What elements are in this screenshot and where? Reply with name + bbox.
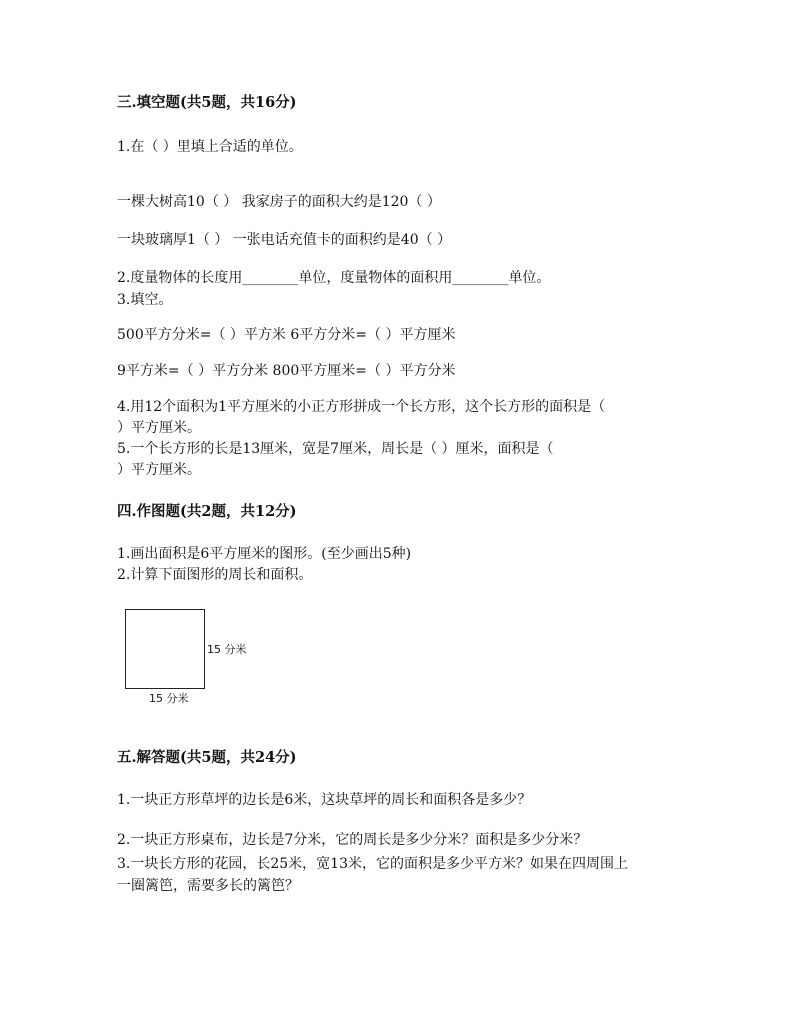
question-3-3: 3.填空。: [117, 292, 173, 308]
question-5-1: 1.一块正方形草坪的边长是6米，这块草坪的周长和面积各是多少？: [117, 792, 532, 808]
question-5-2: 2.一块正方形桌布，边长是7分米，它的周长是多少分米？面积是多少分米？: [117, 832, 588, 848]
square-bottom-label: 15 分米: [149, 692, 189, 705]
question-3-3-row-a: 500平方分米=（ ）平方米 6平方分米=（ ）平方厘米: [117, 327, 456, 343]
question-3-1-row-b: 一块玻璃厚1（ ） 一张电话充值卡的面积约是40（ ）: [117, 232, 452, 248]
question-3-5: 5.一个长方形的长是13厘米，宽是7厘米，周长是（ ）厘米，面积是（: [117, 441, 554, 457]
question-3-4-cont: ）平方厘米。: [117, 420, 201, 436]
question-3-3-row-b: 9平方米=（ ）平方分米 800平方厘米=（ ）平方分米: [117, 363, 456, 379]
section-heading-fill-in: 三.填空题(共5题，共16分): [117, 94, 297, 111]
question-3-2: 2.度量物体的长度用________单位，度量物体的面积用________单位。: [117, 270, 551, 286]
question-3-1: 1.在（ ）里填上合适的单位。: [117, 139, 303, 155]
section-heading-drawing: 四.作图题(共2题，共12分): [117, 503, 297, 520]
square-figure: [125, 609, 205, 689]
question-3-5-cont: ）平方厘米。: [117, 462, 201, 478]
square-side-label: 15 分米: [207, 643, 247, 656]
question-4-1: 1.画出面积是6平方厘米的图形。(至少画出5种): [117, 546, 412, 562]
question-5-3: 3.一块长方形的花园，长25米，宽13米，它的面积是多少平方米？如果在四周围上: [117, 856, 628, 872]
question-4-2: 2.计算下面图形的周长和面积。: [117, 567, 313, 583]
question-5-3-cont: 一圈篱笆，需要多长的篱笆？: [117, 878, 299, 894]
section-heading-answers: 五.解答题(共5题，共24分): [117, 749, 297, 766]
question-3-1-row-a: 一棵大树高10（ ） 我家房子的面积大约是120（ ）: [117, 194, 441, 210]
question-3-4: 4.用12个面积为1平方厘米的小正方形拼成一个长方形，这个长方形的面积是（: [117, 399, 606, 415]
